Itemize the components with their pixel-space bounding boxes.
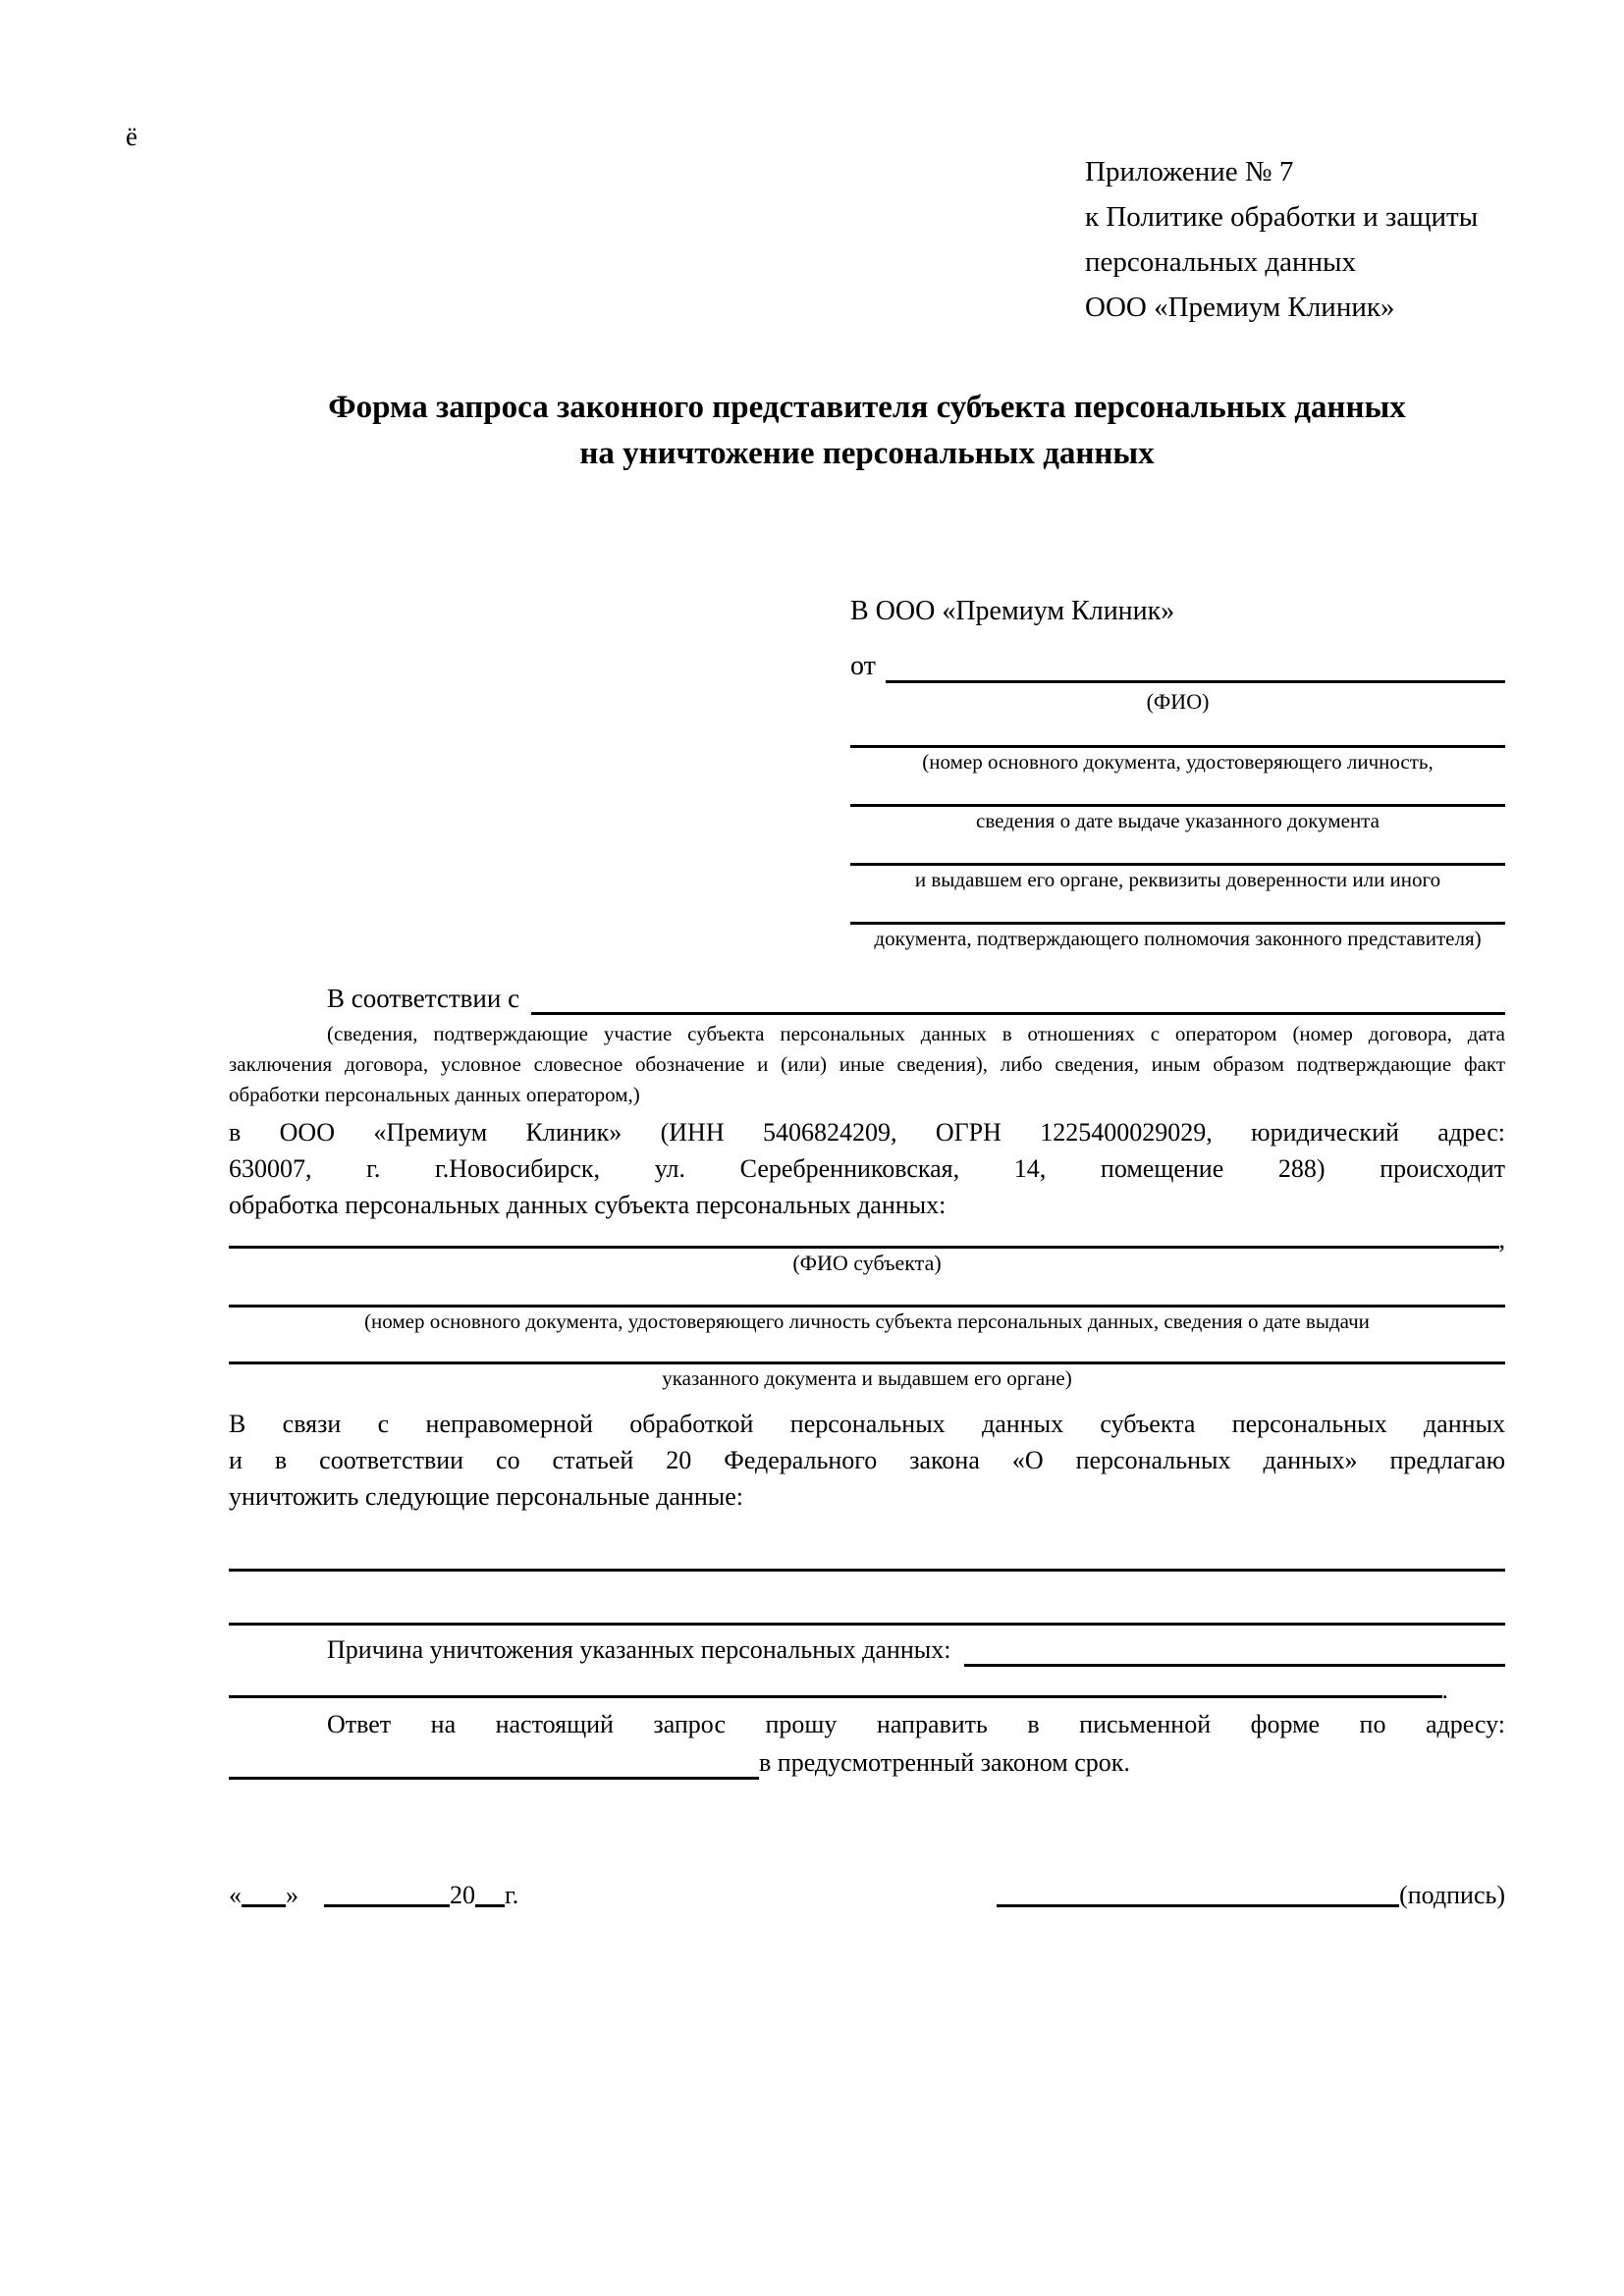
footer-row <box>229 1881 1505 1909</box>
operator-paragraph <box>229 1114 1505 1223</box>
answer-address-row <box>229 1742 1505 1780</box>
operator-paragraph-line-2: 630007, г. г.Новосибирск, ул. Серебренниковская, 14, помещение 288) происходит <box>229 1154 1505 1183</box>
answer-request-line: Ответ на настоящий запрос прошу направить в письменной форме по адресу: <box>327 1710 1505 1738</box>
caption-issuing-authority: и выдавшем его органе, реквизиты доверенности или иного <box>914 868 1441 891</box>
form-title <box>229 385 1505 477</box>
signature-field <box>997 1881 1505 1909</box>
answer-term-text: в предусмотренный законом срок. <box>759 1748 1130 1777</box>
operator-paragraph-line-3: обработка персональных данных субъекта персональных данных: <box>229 1191 947 1219</box>
date-close-quote: » <box>286 1881 298 1909</box>
appendix-header-line-1: Приложение № 7 <box>1085 156 1294 187</box>
appendix-header-line-2: к Политике обработки и защиты <box>1085 201 1479 233</box>
caption-doc-issue-date: сведения о дате выдаче указанного документа <box>976 809 1380 832</box>
accordance-note <box>229 1019 1505 1110</box>
blank-line-data-to-destroy-1[interactable] <box>229 1569 1505 1572</box>
appendix-header-line-4: ООО «Премиум Клиник» <box>1085 292 1395 323</box>
from-label: от <box>850 651 876 681</box>
reason-label: Причина уничтожения указанных персональных данных: <box>327 1635 951 1664</box>
field-pair <box>850 844 1505 893</box>
reason-row <box>229 1629 1505 1667</box>
recipient-org: В ООО «Премиум Клиник» <box>850 596 1175 626</box>
blank-line-accordance-basis[interactable] <box>531 986 1505 1015</box>
blank-line-subject-name[interactable] <box>229 1219 1499 1249</box>
accordance-note-line-1: (сведения, подтверждающие участие субъекта персональных данных в отношениях с оператором (номер договора, дата <box>327 1022 1505 1045</box>
blank-line-data-to-destroy-2[interactable] <box>229 1623 1505 1626</box>
reason-period: . <box>1441 1676 1448 1704</box>
blank-line-doc-issue-date[interactable] <box>850 785 1505 807</box>
date-field <box>229 1881 519 1909</box>
reason-continuation-row <box>229 1676 1505 1704</box>
caption-subject-fio: (ФИО субъекта) <box>792 1251 942 1275</box>
blank-line-signature[interactable] <box>997 1888 1399 1907</box>
caption-fio: (ФИО) <box>1146 689 1210 714</box>
blank-month[interactable] <box>324 1888 450 1907</box>
caption-signature: (подпись) <box>1399 1881 1505 1909</box>
accordance-note-line-3: обработки персональных данных оператором,) <box>229 1083 640 1106</box>
appendix-header <box>1085 149 1505 330</box>
blank-line-reason-2[interactable] <box>229 1669 1442 1698</box>
blank-line-issuing-authority[interactable] <box>850 844 1505 866</box>
destruction-paragraph-line-2: и в соответствии со статьей 20 Федерального закона «О персональных данных» предлагаю <box>229 1446 1505 1474</box>
destruction-paragraph-line-3: уничтожить следующие персональные данные: <box>229 1482 743 1511</box>
destruction-paragraph-line-1: В связи с неправомерной обработкой персональных данных субъекта персональных данных <box>229 1410 1505 1438</box>
destruction-paragraph <box>229 1406 1505 1515</box>
accordance-label: В соответствии с <box>327 984 520 1013</box>
blank-line-doc-number[interactable] <box>850 726 1505 748</box>
appendix-header-line-3: персональных данных <box>1085 246 1357 278</box>
blank-line-subject-document[interactable] <box>229 1284 1505 1308</box>
form-title-line-1: Форма запроса законного представителя субъекта персональных данных <box>328 390 1406 425</box>
operator-paragraph-line-1: в ООО «Премиум Клиник» (ИНН 5406824209, ОГРН 1225400029029, юридический адрес: <box>229 1118 1505 1147</box>
blank-line-reason[interactable] <box>964 1637 1505 1667</box>
blank-line-authority-document[interactable] <box>850 903 1505 925</box>
caption-authority-document: документа, подтверждающего полномочия законного представителя) <box>874 927 1482 950</box>
blank-year[interactable] <box>475 1888 505 1907</box>
blank-day[interactable] <box>242 1888 286 1907</box>
field-pair <box>850 726 1505 775</box>
subject-name-row <box>229 1225 1505 1254</box>
blank-line-subject-document-2[interactable] <box>229 1341 1505 1364</box>
recipient-block <box>850 593 1505 952</box>
blank-line-address[interactable] <box>229 1750 759 1780</box>
stray-char: ё <box>126 122 137 151</box>
subject-name-suffix: , <box>1498 1225 1505 1254</box>
date-year-suffix: г. <box>505 1881 519 1909</box>
blank-line-representative-name[interactable] <box>886 654 1505 683</box>
accordance-note-line-2: заключения договора, условное словесное обозначение и (или) иные сведения), либо сведения, иным образом подтверждающие факт <box>229 1052 1505 1076</box>
caption-subject-document-1: (номер основного документа, удостоверяющего личность субъекта персональных данных, сведения о дате выдачи <box>364 1309 1370 1333</box>
date-open-quote: « <box>229 1881 242 1909</box>
caption-subject-document-2: указанного документа и выдавшем его органе) <box>662 1366 1072 1390</box>
accordance-row <box>229 978 1505 1015</box>
date-year-prefix: 20 <box>450 1881 475 1909</box>
caption-doc-number: (номер основного документа, удостоверяющего личность, <box>922 750 1434 774</box>
from-row <box>850 646 1505 683</box>
form-title-line-2: на уничтожение персональных данных <box>579 436 1155 471</box>
field-pair <box>850 903 1505 952</box>
field-pair <box>850 785 1505 834</box>
